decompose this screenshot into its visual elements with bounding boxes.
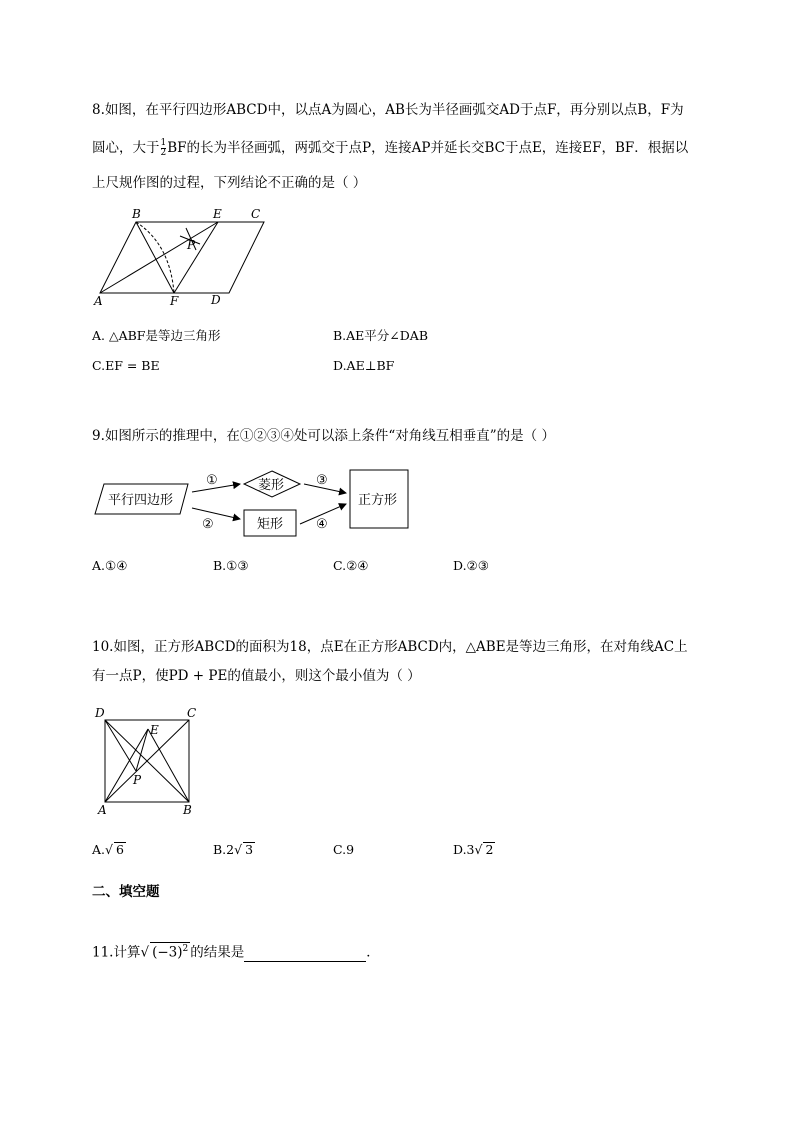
q9-choice-d[interactable]: D.②③ (453, 558, 489, 573)
parallelogram-text: 平行四边形 (108, 493, 174, 508)
q8-line3: 上尺规作图的过程，下列结论不正确的是（ ） (92, 175, 367, 191)
condition-2: ② (202, 517, 214, 532)
choice-a-radicand: 6 (115, 842, 124, 857)
q8-choice-a[interactable]: A. △ABF是等边三角形 (92, 328, 221, 343)
choice-b-prefix: B.2 (213, 842, 235, 857)
q8-line2-post: BF的长为半径画弧，两弧交于点P，连接AP并延长交BC于点E，连接EF，BF．根据以 (167, 140, 689, 156)
q9-line1: 9.如图所示的推理中，在①②③④处可以添上条件“对角线互相垂直”的是（ ） (92, 428, 555, 444)
q10-line1: 10.如图，正方形ABCD的面积为18，点E在正方形ABCD内，△ABE是等边三角形，在对角线AC上 (92, 639, 688, 655)
label-d: D (211, 293, 221, 307)
q9-choice-b[interactable]: B.①③ (213, 558, 249, 573)
label-d: D (95, 706, 105, 720)
label-p: P (187, 238, 196, 252)
half-fraction (161, 139, 167, 158)
condition-1: ① (206, 473, 218, 488)
choice-d-radicand: 2 (485, 842, 494, 857)
label-f: F (170, 294, 179, 308)
line-ef (174, 222, 218, 293)
q8-line2-pre: 圆心，大于 (92, 140, 160, 156)
frac-denominator: 2 (160, 148, 167, 158)
choice-d-prefix: D.3 (453, 842, 475, 857)
sqrt-icon: √ (474, 842, 483, 857)
label-b: B (132, 207, 141, 221)
q10-choice-d[interactable] (453, 842, 495, 858)
sqrt-icon: √ (140, 944, 150, 961)
q11-exponent: 2 (182, 944, 189, 954)
label-c: C (187, 706, 197, 720)
q11-prefix: 11.计算 (92, 944, 141, 961)
label-p: P (133, 773, 142, 787)
q9-choice-c[interactable]: C.②④ (333, 558, 369, 573)
q9-choice-a[interactable]: A.①④ (92, 558, 128, 573)
q8-choice-d[interactable]: D.AE⊥BF (333, 358, 395, 373)
q8-line1: 8.如图，在平行四边形ABCD中，以点A为圆心，AB长为半径画弧交AD于点F，再分别以点B，F为 (92, 102, 684, 118)
q10-line2: 有一点P，使PD + PE的值最小，则这个最小值为（ ） (92, 668, 421, 684)
q10-choice-a[interactable] (92, 842, 126, 858)
rhombus-text: 菱形 (258, 478, 285, 493)
label-a: A (94, 294, 103, 308)
q8-choice-c[interactable]: C.EF = BE (92, 358, 160, 373)
sqrt-icon: √ (105, 842, 113, 857)
q8-choice-b[interactable]: B.AE平分∠DAB (333, 328, 429, 343)
square-text: 正方形 (358, 493, 398, 508)
q10-choice-c[interactable]: C.9 (333, 842, 355, 857)
label-a: A (98, 803, 107, 817)
q11-end: ． (366, 944, 380, 961)
condition-4: ④ (316, 517, 328, 532)
q8-parallelogram-figure (88, 204, 278, 308)
q11-post: 的结果是 (190, 944, 245, 961)
q9-reasoning-diagram (92, 462, 412, 540)
parallelogram-abcd (100, 222, 264, 293)
label-e: E (213, 207, 222, 221)
label-b: B (183, 803, 192, 817)
label-e: E (150, 723, 159, 737)
condition-3: ③ (316, 473, 328, 488)
q11-line (92, 942, 380, 962)
section-title-fill-in: 二、填空题 (92, 884, 160, 900)
line-ae (105, 729, 148, 802)
line-pe (136, 729, 148, 771)
label-c: C (251, 207, 261, 221)
q11-radicand (150, 942, 190, 960)
choice-b-radicand: 3 (245, 842, 254, 857)
arrow-2 (192, 508, 240, 519)
sqrt-icon: √ (234, 842, 243, 857)
choice-a-prefix: A. (92, 842, 106, 857)
frac-numerator: 1 (160, 138, 167, 148)
line-bf (136, 222, 174, 293)
q10-choice-b[interactable] (213, 842, 255, 858)
q8-line2 (92, 139, 688, 158)
q10-square-figure (88, 703, 208, 819)
q11-base: (−3) (152, 944, 183, 961)
q11-answer-blank[interactable] (244, 948, 366, 962)
rectangle-text: 矩形 (257, 517, 284, 532)
